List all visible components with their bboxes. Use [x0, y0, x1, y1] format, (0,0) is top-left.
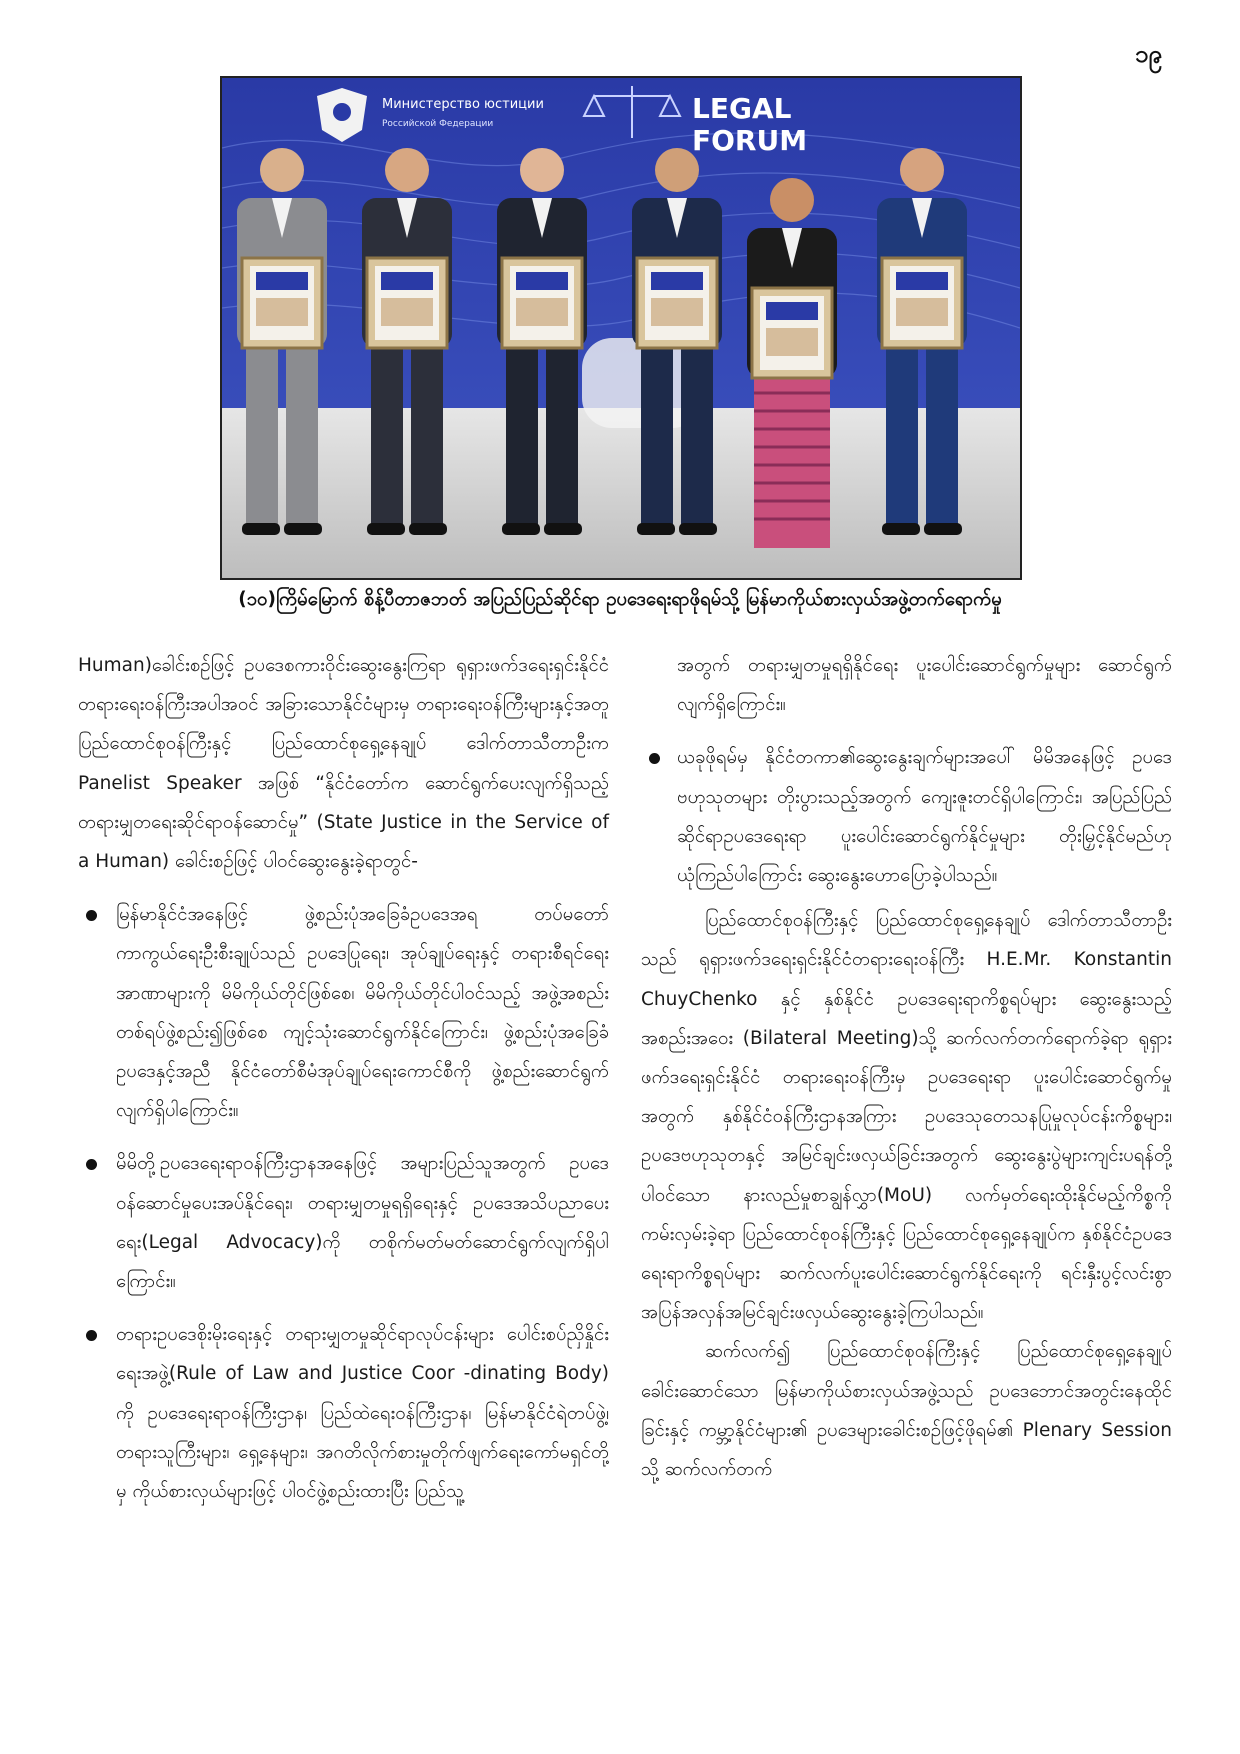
- right-paragraph: ဆက်လက်၍ ပြည်ထောင်စုဝန်ကြီးနှင့် ပြည်ထောင်စုရှေ့နေချုပ်ခေါင်းဆောင်သော မြန်မာကိုယ်စားလှယ်အဖွဲ့သည် ဥပဒေဘောင်အတွင်းနေထိုင်ခြင်းနှင့် ကမ္ဘာ့နိုင်ငံများ၏ ဥပဒေများခေါင်းစဉ်ဖြင့်ဖိုရမ်၏ Plenary Session သို့ ဆက်လက်တက်: [641, 1341, 1172, 1481]
- right-column: [641, 646, 1172, 1489]
- bullet-icon: [649, 753, 660, 764]
- banner-forum-line1: LEGAL: [692, 92, 792, 125]
- right-continuation-text: အတွက် တရားမျှတမှုရရှိနိုင်ရေး ပူးပေါင်းဆောင်ရွက်မှုများ ဆောင်ရွက်လျက်ရှိကြောင်း။: [677, 655, 1172, 716]
- list-item-text: မိမိတို့ဥပဒေရေးရာဝန်ကြီးဌာနအနေဖြင့် အများပြည်သူအတွက် ဥပဒေဝန်ဆောင်မှုပေးအပ်နိုင်ရေး၊ တရားမျှတမှုရရှိရေးနှင့် ဥပဒေအသိပညာပေးရေး(Legal Advocacy)ကို တစိုက်မတ်မတ်ဆောင်ရွက်လျက်ရှိပါကြောင်း။: [116, 1153, 609, 1293]
- right-paragraph: ပြည်ထောင်စုဝန်ကြီးနှင့် ပြည်ထောင်စုရှေ့နေချုပ် ဒေါက်တာသီတာဦးသည် ရုရှားဖက်ဒရေးရှင်းနိုင်ငံတရားရေးဝန်ကြီး H.E.Mr. Konstantin ChuyChenko နှင့် နှစ်နိုင်ငံ ဥပဒေရေးရာကိစ္စရပ်များ ဆွေးနွေးသည့်အစည်းအဝေး (Bilateral Meeting)သို့ ဆက်လက်တက်ရောက်ခဲ့ရာ ရုရှားဖက်ဒရေးရှင်းနိုင်ငံ တရားရေးဝန်ကြီးမှ ဥပဒေရေးရာ ပူးပေါင်းဆောင်ရွက်မှုအတွက် နှစ်နိုင်ငံဝန်ကြီးဌာနအကြား ဥပဒေသုတေသနပြုမှုလုပ်ငန်းကိစ္စများ၊ ဥပဒေဗဟုသုတနှင့် အမြင်ချင်းဖလှယ်ခြင်းအတွက် ဆွေးနွေးပွဲများကျင်းပရန်တို့ပါဝင်သော နားလည်မှုစာချွန်လွှာ(MoU) လက်မှတ်ရေးထိုးနိုင်မည့်ကိစ္စကို ကမ်းလှမ်းခဲ့ရာ ပြည်ထောင်စုဝန်ကြီးနှင့် ပြည်ထောင်စုရှေ့နေချုပ်က နှစ်နိုင်ငံဥပဒေရေးရာကိစ္စရပ်များ ဆက်လက်ပူးပေါင်းဆောင်ရွက်နိုင်ရေးကို ရင်းနှီးပွင့်လင်းစွာ အပြန်အလှန်အမြင်ချင်းဖလှယ်ဆွေးနွေးခဲ့ကြပါသည်။: [641, 910, 1172, 1324]
- right-bullet-list: [641, 738, 1172, 895]
- banner-ministry-subtext: Российской Федерации: [382, 119, 494, 129]
- event-photo-illustration: [222, 78, 1020, 578]
- left-bullet-list: [78, 895, 609, 1511]
- bullet-icon: [86, 1330, 97, 1341]
- person-figure: [747, 178, 837, 548]
- page-number: ၁၉: [1135, 40, 1162, 68]
- list-item-text: တရားဥပဒေစိုးမိုးရေးနှင့် တရားမျှတမှုဆိုင်ရာလုပ်ငန်းများ ပေါင်းစပ်ညှိနှိုင်းရေးအဖွဲ့(Rule of Law and Justice Coor -dinating Body) ကို ဥပဒေရေးရာဝန်ကြီးဌာန၊ ပြည်ထဲရေးဝန်ကြီးဌာန၊ မြန်မာနိုင်ငံရဲတပ်ဖွဲ့၊ တရားသူကြီးများ၊ ရှေ့နေများ၊ အဂတိလိုက်စားမှုတိုက်ဖျက်ရေးကော်မရှင်တို့မှ ကိုယ်စားလှယ်များဖြင့် ပါဝင်ဖွဲ့စည်းထားပြီး ပြည်သူ့: [116, 1324, 609, 1503]
- left-intro-paragraph: Human)ခေါင်းစဉ်ဖြင့် ဥပဒေစကားဝိုင်းဆွေးနွေးကြရာ ရုရှားဖက်ဒရေးရှင်းနိုင်ငံ တရားရေးဝန်ကြီးအပါအဝင် အခြားသောနိုင်ငံများမှ တရားရေးဝန်ကြီးများနှင့်အတူ ပြည်ထောင်စုဝန်ကြီးနှင့် ပြည်ထောင်စုရှေ့နေချုပ် ဒေါက်တာသီတာဦးက Panelist Speaker အဖြစ် “နိုင်ငံတော်က ဆောင်ရွက်ပေးလျက်ရှိသည့် တရားမျှတရေးဆိုင်ရာဝန်ဆောင်မှု” (State Justice in the Service of a Human) ခေါင်းစဉ်ဖြင့် ပါဝင်ဆွေးနွေးခဲ့ရာတွင်-: [78, 655, 609, 873]
- bullet-icon: [86, 910, 97, 921]
- list-item: [78, 1144, 609, 1301]
- banner-ministry-text: Министерство юстиции: [382, 97, 544, 112]
- list-item: [78, 895, 609, 1130]
- banner-forum-line2: FORUM: [692, 124, 808, 157]
- bullet-icon: [86, 1159, 97, 1170]
- list-item: [641, 738, 1172, 895]
- left-column: [78, 646, 609, 1511]
- list-item: [78, 1315, 609, 1511]
- list-item-text: ယခုဖိုရမ်မှ နိုင်ငံတကာ၏ဆွေးနွေးချက်များအပေါ် မိမိအနေဖြင့် ဥပဒေဗဟုသုတများ တိုးပွားသည့်အတွက် ကျေးဇူးတင်ရှိပါကြောင်း၊ အပြည်ပြည်ဆိုင်ရာဥပဒေရေးရာ ပူးပေါင်းဆောင်ရွက်နိုင်မှုများ တိုးမြှင့်နိုင်မည်ဟု ယုံကြည်ပါကြောင်း ဆွေးနွေးဟောပြောခဲ့ပါသည်။: [677, 747, 1172, 887]
- event-photo: [220, 76, 1022, 580]
- list-item-text: မြန်မာနိုင်ငံအနေဖြင့် ဖွဲ့စည်းပုံအခြေခံဥပဒေအရ တပ်မတော်ကာကွယ်ရေးဦးစီးချုပ်သည် ဥပဒေပြုရေး၊ အုပ်ချုပ်ရေးနှင့် တရားစီရင်ရေးအာဏာများကို မိမိကိုယ်တိုင်ဖြစ်စေ၊ မိမိကိုယ်တိုင်ပါဝင်သည့် အဖွဲ့အစည်းတစ်ရပ်ဖွဲ့စည်း၍ဖြစ်စေ ကျင့်သုံးဆောင်ရွက်နိုင်ကြောင်း၊ ဖွဲ့စည်းပုံအခြေခံဥပဒေနှင့်အညီ နိုင်ငံတော်စီမံအုပ်ချုပ်ရေးကောင်စီကို ဖွဲ့စည်းဆောင်ရွက်လျက်ရှိပါကြောင်း။: [116, 904, 609, 1122]
- photo-caption: (၁၀)ကြိမ်မြောက် စိန့်ပီတာဇဘတ် အပြည်ပြည်ဆိုင်ရာ ဥပဒေရေးရာဖိုရမ်သို့ မြန်မာကိုယ်စားလှယ်အဖွဲ့တက်ရောက်မှု: [238, 589, 1002, 610]
